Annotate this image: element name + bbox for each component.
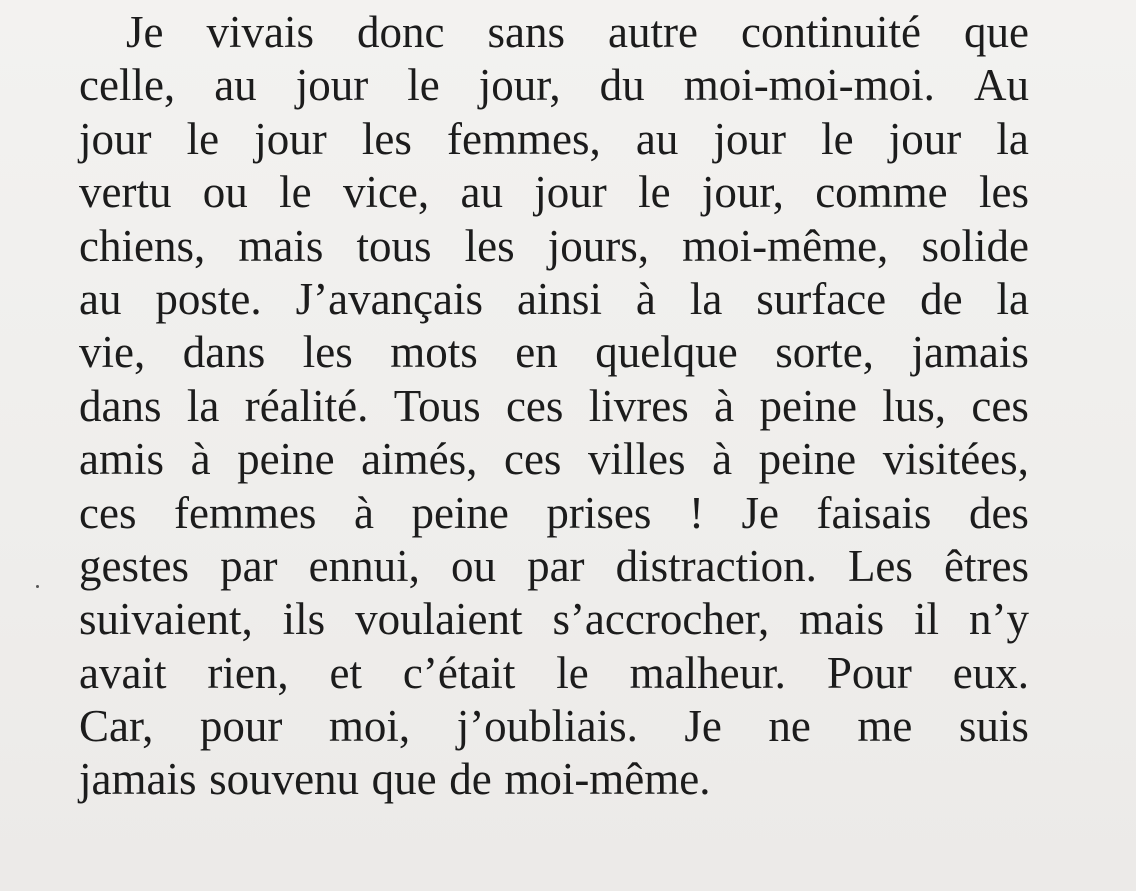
word: s’accrocher, <box>552 594 770 645</box>
paper-speck <box>36 585 39 588</box>
text-line <box>79 700 1029 753</box>
word: Tous <box>393 380 481 431</box>
text-line <box>79 273 1029 326</box>
word: Les <box>847 540 913 591</box>
word: la <box>186 380 220 431</box>
word: ! <box>688 487 704 538</box>
word: sans <box>487 7 566 57</box>
word: eux. <box>952 647 1029 698</box>
word: ces <box>79 487 137 538</box>
word: souvenu <box>209 754 360 805</box>
word: à <box>190 434 211 485</box>
text-line <box>79 59 1029 112</box>
word: livres <box>588 380 689 431</box>
word: le <box>186 113 220 164</box>
word: au <box>460 167 503 218</box>
word: continuité <box>741 7 921 57</box>
word: mais <box>238 220 324 271</box>
word: à <box>712 434 733 485</box>
word: moi-moi-moi. <box>683 60 935 111</box>
word: n’y <box>968 594 1029 645</box>
word: distraction. <box>615 540 817 591</box>
word: chiens, <box>79 220 206 271</box>
word: Pour <box>826 647 912 698</box>
word: de <box>920 273 963 324</box>
word: par <box>220 540 278 591</box>
word: Au <box>973 60 1029 111</box>
word: que <box>371 754 437 805</box>
word: la <box>689 273 723 324</box>
word: ou <box>202 167 248 218</box>
word: c’était <box>402 647 516 698</box>
word: ces <box>505 380 564 431</box>
word: vivais <box>206 7 315 57</box>
word: ne <box>768 701 811 752</box>
word: jamais <box>911 327 1029 378</box>
word: femmes, <box>447 113 601 164</box>
text-line <box>79 647 1029 700</box>
text-line <box>79 6 1029 59</box>
word: vie, <box>79 327 146 378</box>
word: au <box>79 273 122 324</box>
word: jour, <box>701 167 784 218</box>
word: visitées, <box>882 434 1029 485</box>
word: que <box>963 7 1029 57</box>
word: en <box>515 327 558 378</box>
word: le <box>407 60 440 111</box>
word: moi-même, <box>682 220 889 271</box>
word: comme <box>815 167 948 218</box>
word: lus, <box>882 380 947 431</box>
word: rien, <box>207 647 289 698</box>
word: les <box>302 327 353 378</box>
paragraph <box>79 6 1029 807</box>
word: le <box>556 647 589 698</box>
word: peine <box>759 380 857 431</box>
word: donc <box>357 7 445 57</box>
word: Je <box>126 7 164 57</box>
word: les <box>464 220 515 271</box>
text-line <box>79 593 1029 646</box>
word: prises <box>546 487 652 538</box>
text-line <box>79 166 1029 219</box>
word: peine <box>758 434 857 485</box>
word: malheur. <box>629 647 786 698</box>
word: dans <box>79 380 162 431</box>
word: solide <box>921 220 1029 271</box>
word: dans <box>182 327 266 378</box>
word: avait <box>79 647 167 698</box>
word: jour <box>254 113 327 164</box>
text-line <box>79 540 1029 593</box>
word: jour <box>713 113 787 164</box>
word: femmes <box>173 487 317 538</box>
word: jour, <box>478 60 561 111</box>
word: mots <box>390 327 478 378</box>
word: jamais <box>79 754 197 805</box>
word: j’oubliais. <box>456 701 638 752</box>
word: par <box>527 540 585 591</box>
word: à <box>714 380 735 431</box>
text-line <box>79 433 1029 486</box>
word: ou <box>450 540 496 591</box>
word: peine <box>411 487 509 538</box>
word: le <box>638 167 671 218</box>
word: le <box>279 167 312 218</box>
word: jour <box>888 113 962 164</box>
word: vice, <box>342 167 430 218</box>
text-line <box>79 753 1029 806</box>
word: jour <box>79 113 152 164</box>
text-line <box>79 487 1029 540</box>
word: ennui, <box>308 540 420 591</box>
word: ils <box>282 594 326 645</box>
word: moi, <box>328 701 411 752</box>
word: au <box>214 60 257 111</box>
word: J’avançais <box>295 273 484 324</box>
word: vertu <box>79 167 172 218</box>
word: les <box>361 113 412 164</box>
word: aimés, <box>361 434 478 485</box>
word: amis <box>79 434 164 485</box>
word: des <box>968 487 1029 538</box>
word: surface <box>756 273 887 324</box>
word: moi-même. <box>504 754 711 805</box>
word: celle, <box>79 60 176 111</box>
word: suivaient, <box>79 594 253 645</box>
word: la <box>996 113 1029 164</box>
word: Je <box>741 487 779 538</box>
word: pour <box>199 701 283 752</box>
word: à <box>353 487 374 538</box>
word: du <box>599 60 645 111</box>
word: peine <box>237 434 335 485</box>
word: réalité. <box>244 380 369 431</box>
word: quelque <box>595 327 738 378</box>
word: jour <box>295 60 369 111</box>
word: à <box>635 273 656 324</box>
word: villes <box>588 434 686 485</box>
word: voulaient <box>355 594 523 645</box>
word: Car, <box>79 701 154 752</box>
text-line <box>79 326 1029 379</box>
word: au <box>635 113 679 164</box>
word: ces <box>971 380 1029 431</box>
word: jours, <box>547 220 649 271</box>
word: suis <box>958 701 1029 752</box>
word: faisais <box>816 487 932 538</box>
word: me <box>857 701 913 752</box>
word: de <box>449 754 492 805</box>
text-line <box>79 220 1029 273</box>
word: et <box>329 647 362 698</box>
text-line <box>79 113 1029 166</box>
text-line <box>79 380 1029 433</box>
word: les <box>978 167 1029 218</box>
word: le <box>821 113 854 164</box>
word: il <box>914 594 940 645</box>
word: poste. <box>155 273 262 324</box>
word: autre <box>608 7 698 57</box>
word: tous <box>356 220 432 271</box>
word: jour <box>534 167 607 218</box>
word: Je <box>684 701 722 752</box>
word: gestes <box>79 540 189 591</box>
word: êtres <box>944 540 1029 591</box>
word: ainsi <box>516 273 602 324</box>
word: sorte, <box>775 327 874 378</box>
word: ces <box>503 434 562 485</box>
word: la <box>996 273 1029 324</box>
word: mais <box>799 594 885 645</box>
